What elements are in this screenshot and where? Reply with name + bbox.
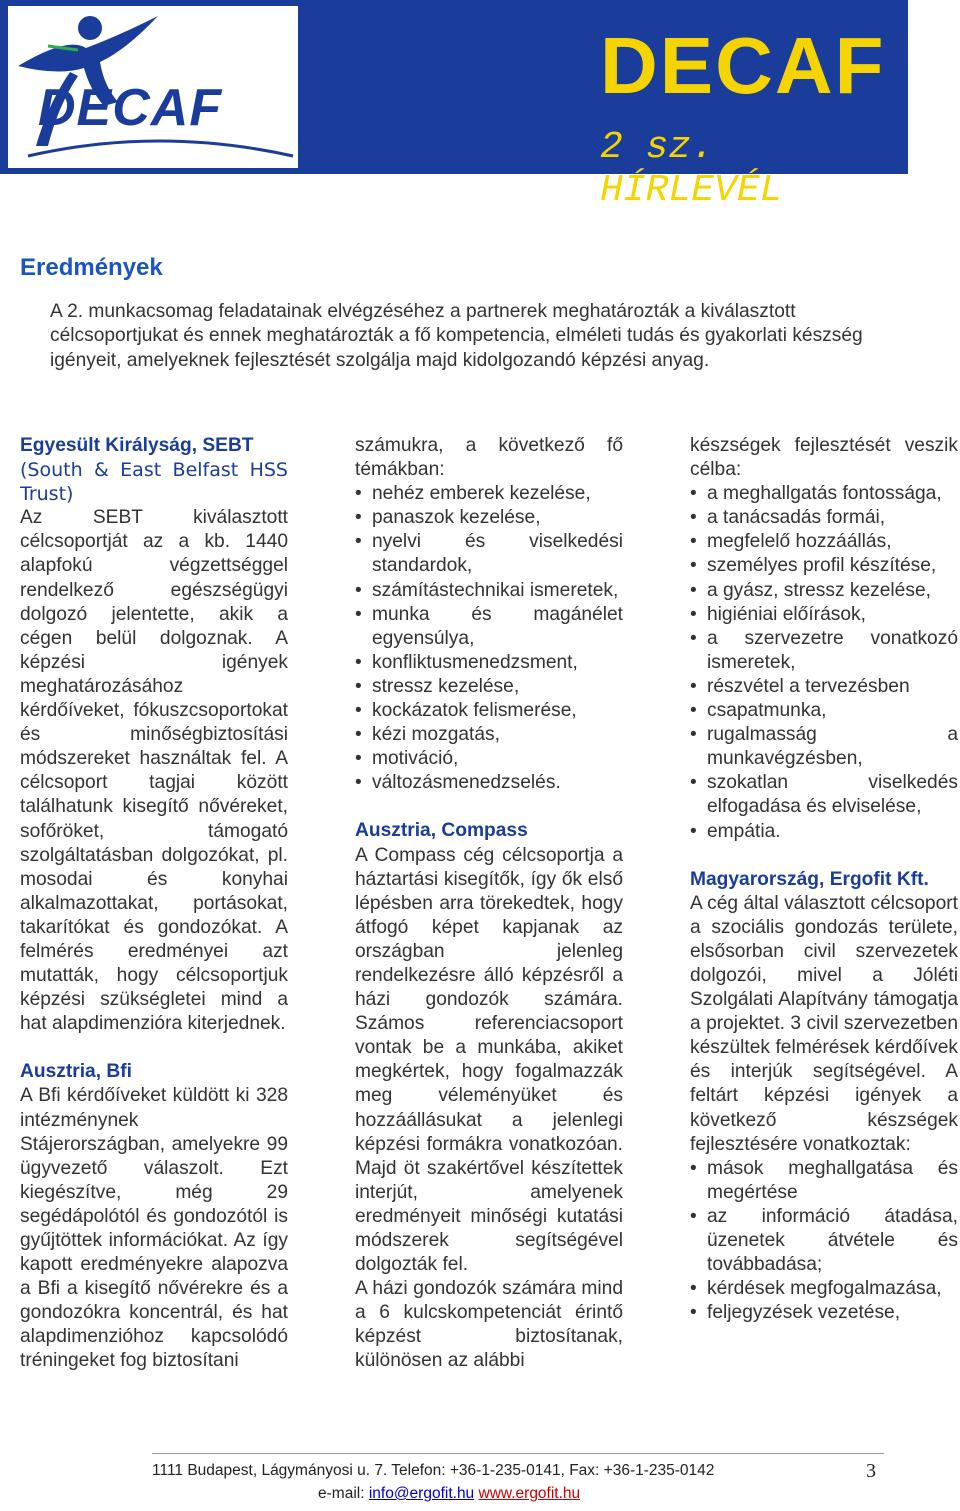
bfi-topics-list <box>355 482 623 795</box>
bfi-section-text: A Bfi kérdőíveket küldött ki 328 intézménynek Stájerországban, amelyekre 99 ügyvezető válaszolt. Ezt kiegészítve, még 29 segédápolótól és gondozótól is gyűjtöttek információkat. Az így kapott eredményekre alapozva a Bfi a kisegítő nővérekre és a gondozókra koncentrál, és hat alapdimenzióhoz kapcsolódó tréningeket fog biztosítani <box>20 1085 288 1372</box>
list-item: • személyes profil készítése, <box>690 554 958 578</box>
list-item: • kézi mozgatás, <box>355 723 623 747</box>
list-item: • higiéniai előírások, <box>690 603 958 627</box>
hu-section-text: A cég által választott célcsoport a szociális gondozás területe, elsősorban civil szervezetek dolgozói, mivel a Jóléti Szolgálati Alapítvány támogatja a projektet. 3 civil szervezetben készültek felmérések kérdőívek és interjúk segítségével. A feltárt képzési igények a következő készségek fejlesztésére vonatkoztak: <box>690 892 958 1155</box>
footer-address: 1111 Budapest, Lágymányosi u. 7. Telefon: +36-1-235-0141, Fax: +36-1-235-0142 <box>152 1462 715 1479</box>
uk-section-subtitle: (South & East Belfast HSS Trust) <box>20 459 288 506</box>
logo-text: DECAF <box>38 79 223 137</box>
column-2 <box>355 434 623 1374</box>
intro-paragraph: A 2. munkacsomag feladatainak elvégzéséhez a partnerek meghatározták a kiválasztott célcsoportjukat és ennek meghatározták a fő kompetencia, elméleti tudás és gyakorlati készség igényeit, amelyeknek fejlesztését szolgálja majd kidolgozandó képzési anyag. <box>50 301 863 371</box>
column-3 <box>690 434 958 1325</box>
email-link[interactable]: info@ergofit.hu <box>368 1485 475 1502</box>
list-item: • szokatlan viselkedés elfogadása és elviselése, <box>690 771 958 819</box>
email-label: e-mail: <box>318 1485 365 1502</box>
compass-section-text: A Compass cég célcsoportja a háztartási kisegítők, így ők első lépésben arra törekedtek, hogy átfogó képet kapjanak az országban jelenleg rendelkezésre álló képzésről a házi gondozók számára. Számos referenciacsoport vontak be a munkába, akiket megkértek, hogy fogalmazzák meg véleményüket és hozzáállásukat a jelenlegi képzési formákra vonatkozóan. Majd öt szakértővel készítettek interjút, amelyenek eredményeit minőségi kutatási módszerek segítségével dolgozták fel. <box>355 844 623 1276</box>
list-item: • megfelelő hozzáállás, <box>690 530 958 554</box>
section-heading: Eredmények <box>20 254 163 281</box>
list-item: • munka és magánélet egyensúlya, <box>355 603 623 651</box>
list-item: • kockázatok felismerése, <box>355 699 623 723</box>
list-item: • rugalmasság a munkavégzésben, <box>690 723 958 771</box>
compass-skills-list <box>690 482 958 843</box>
newsletter-title: DECAF <box>600 21 886 110</box>
list-item: • a meghallgatás fontossága, <box>690 482 958 506</box>
list-item: • nehéz emberek kezelése, <box>355 482 623 506</box>
uk-section-text: Az SEBT kiválasztott célcsoportját az a kb. 1440 alapfokú végzettséggel rendelkező egészségügyi dolgozó jelentette, akik a cégen belül dolgoznak. A képzési igények meghatározásához kérdőíveket, fókuszcsoportokat és minőségbiztosítási módszereket használtak fel. A célcsoport tagjai között találhatunk kisegítő nővéreket, sofőröket, támogató szolgáltatásban dolgozókat, pl. mosodai és konyhai alkalmazottakat, portásokat, takarítókat és gondozókat. A felmérés eredményei azt mutatták, hogy célcsoportjuk képzési szükségletei mind a hat alapdimenzióra kiterjednek. <box>20 507 288 1035</box>
hu-section-title: Magyarország, Ergofit Kft. <box>690 868 929 890</box>
list-item: • változásmenedzselés. <box>355 771 623 795</box>
compass-section-title: Ausztria, Compass <box>355 820 528 842</box>
list-item: • feljegyzések vezetése, <box>690 1301 958 1325</box>
bfi-topics-intro: számukra, a következő fő témákban: <box>355 435 623 481</box>
list-item: • motiváció, <box>355 747 623 771</box>
list-item: • a gyász, stressz kezelése, <box>690 579 958 603</box>
page-number: 3 <box>866 1460 876 1482</box>
compass-section-text-2: A házi gondozók számára mind a 6 kulcskompetenciát érintő képzést biztosítanak, különösen az alábbi <box>355 1278 623 1372</box>
list-item: • kérdések megfogalmazása, <box>690 1277 958 1301</box>
list-item: • a szervezetre vonatkozó ismeretek, <box>690 627 958 675</box>
newsletter-subtitle: 2 sz. HÍRLEVÉL <box>600 126 783 212</box>
list-item: • csapatmunka, <box>690 699 958 723</box>
bfi-section-title: Ausztria, Bfi <box>20 1061 132 1083</box>
list-item: • részvétel a tervezésben <box>690 675 958 699</box>
website-link[interactable]: www.ergofit.hu <box>478 1485 581 1502</box>
header-banner <box>0 0 908 212</box>
list-item: • számítástechnikai ismeretek, <box>355 579 623 603</box>
list-item: • empátia. <box>690 820 958 844</box>
uk-section-title: Egyesült Királyság, SEBT <box>20 435 254 456</box>
compass-skills-intro: készségek fejlesztését veszik célba: <box>690 435 958 481</box>
list-item: • az információ átadása, üzenetek átvétele és továbbadása; <box>690 1205 958 1277</box>
column-1 <box>20 434 288 1374</box>
list-item: • panaszok kezelése, <box>355 506 623 530</box>
list-item: • a tanácsadás formái, <box>690 506 958 530</box>
list-item: • mások meghallgatása és megértése <box>690 1157 958 1205</box>
footer-contact <box>318 1485 580 1503</box>
list-item: • nyelvi és viselkedési standardok, <box>355 530 623 578</box>
list-item: • stressz kezelése, <box>355 675 623 699</box>
hu-skills-list <box>690 1157 958 1326</box>
footer-divider <box>152 1453 884 1454</box>
list-item: • konfliktusmenedzsment, <box>355 651 623 675</box>
decaf-logo <box>8 6 298 168</box>
